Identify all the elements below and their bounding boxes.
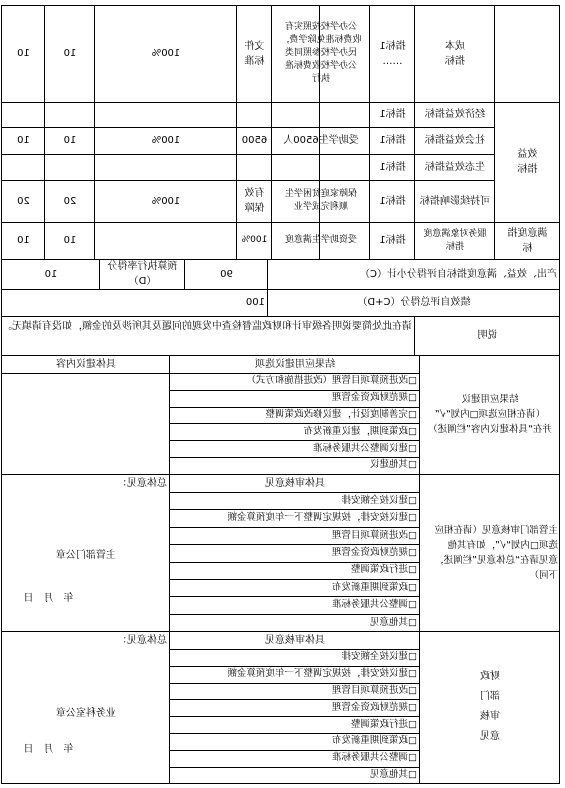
total-label: 绩效自评总得分（C+D） xyxy=(357,297,471,308)
suggest-label: 结果应用建议 （请在相应选项□内划“√” 并在“具体建议内容”栏阐述） xyxy=(428,394,552,435)
dept-option-0[interactable]: □建议按全额安排 xyxy=(341,494,417,506)
finance-overall: 总体意见： xyxy=(117,634,167,646)
cost-value: 100% xyxy=(151,48,181,59)
dept-option-5[interactable]: □政策到期重新发布 xyxy=(332,581,417,593)
social-score: 10 xyxy=(17,135,30,146)
notes-text: 请在此处简要说明各级审计和财政监督检查中发现的问题及其所涉及的金额，如没有请填无。 xyxy=(2,321,412,332)
cost-index: 指标1 …… xyxy=(379,40,406,67)
social-weight: 10 xyxy=(63,135,77,146)
suggest-option-1[interactable]: □规范财政资金管理 xyxy=(332,392,417,404)
satisfy-value-2 xyxy=(95,222,237,259)
finance-option-1[interactable]: □建议按安排，按规定调整下一年度预算金额 xyxy=(227,668,417,680)
sustain-value: 100% xyxy=(151,195,181,207)
satisfy-label: 服务对象满意度 指标 xyxy=(423,228,487,252)
finance-option-0[interactable]: □建议按全额安排 xyxy=(341,651,417,663)
total-value: 100 xyxy=(245,297,265,308)
suggest-option-3[interactable]: □政策到期，建议重新发布 xyxy=(303,425,417,437)
dept-option-4[interactable]: □进行政策调整 xyxy=(351,564,417,576)
satisfy-score: 10 xyxy=(17,235,30,246)
dept-option-6[interactable]: □调整公共服务标准 xyxy=(332,599,417,611)
sustain-score: 20 xyxy=(17,195,30,207)
cost-content: 公办学校按照实有 收费标准免除学费， 民办学校参照同类 公办学校收费标准 执行 xyxy=(280,22,362,84)
budget-value: 10 xyxy=(44,268,58,280)
finance-option-2[interactable]: □改进预算项目管理 xyxy=(332,685,417,696)
satisfy-content: 受资助学生满意度 xyxy=(285,235,358,245)
cost-score: 10 xyxy=(17,48,30,59)
notes-label: 说明 xyxy=(477,330,498,341)
benefit-label: 效益 指标 xyxy=(517,149,538,175)
suggest-header-right: 具体建议内容 xyxy=(56,358,116,370)
subtotal-label: 产出、效益、满意度指标自评得分小计（C） xyxy=(360,268,557,280)
cost-target: 文件 标准 xyxy=(244,40,265,67)
cost-weight: 10 xyxy=(63,48,77,59)
suggest-option-2[interactable]: □完善制度设计，建议修改政策调整 xyxy=(265,409,417,420)
social-index: 指标1 xyxy=(379,135,406,146)
sustain-content: 保障家庭贫困学生 顺利完成学业 xyxy=(285,189,358,212)
dept-header: 具体审核意见 xyxy=(265,477,325,489)
finance-option-3[interactable]: □规范财政资金管理 xyxy=(332,701,417,713)
cost-label: 成本 指标 xyxy=(445,40,465,67)
satisfy-value: 100% xyxy=(241,235,268,245)
finance-option-7[interactable]: □其他意见 xyxy=(370,769,417,780)
social-label: 社会效益指标 xyxy=(425,135,485,146)
eco2-index: 指标1 xyxy=(379,161,406,173)
satisfy-group: 满意度指 标 xyxy=(507,227,548,254)
sustain-index: 指标1 xyxy=(379,195,406,207)
finance-label: 财政 部门 审核 意见 xyxy=(480,671,500,742)
finance-header: 具体审核意见 xyxy=(265,634,325,646)
suggest-option-5[interactable]: □其他建议 xyxy=(370,459,417,471)
dept-option-3[interactable]: □规范财政资金管理 xyxy=(332,546,417,558)
satisfy-index: 指标1 xyxy=(379,235,406,246)
budget-label: 预算执行率得分（D） xyxy=(107,261,178,287)
subtotal-value: 90 xyxy=(220,268,233,280)
finance-option-6[interactable]: □调整公共服务标准 xyxy=(332,752,417,764)
eco-index: 指标1 xyxy=(379,109,406,120)
eco-label: 经济效益指标 xyxy=(425,109,485,120)
social-value: 100% xyxy=(151,135,181,146)
finance-seal: 业务科室公章 xyxy=(56,707,116,719)
sustain-label: 可持续影响指标 xyxy=(420,195,490,207)
social-content: 受助学生6500人 xyxy=(283,135,359,146)
sustain-target: 有效 保障 xyxy=(244,188,265,214)
suggest-header-left: 结果应用建议选项 xyxy=(255,358,335,370)
finance-option-5[interactable]: □政策到期重新发布 xyxy=(332,735,417,747)
eco2-label: 生态效益指标 xyxy=(425,161,485,173)
dept-seal: 主管部门公章 xyxy=(56,549,116,561)
dept-option-7[interactable]: □其他意见 xyxy=(370,616,417,628)
dept-option-1[interactable]: □建议按安排，按规定调整下一年度预算金额 xyxy=(227,512,417,524)
satisfy-weight: 10 xyxy=(63,235,77,246)
dept-overall: 总体意见： xyxy=(117,477,167,489)
finance-option-4[interactable]: □进行政策调整 xyxy=(351,718,417,730)
dept-date: 年 月 日 xyxy=(23,592,74,604)
suggest-option-4[interactable]: □建议调整公共服务标准 xyxy=(313,442,417,454)
dept-label: 主管部门审核意见（请在相应 选项□内划“√”，如有其他 意见请在“总体意见”栏阐述， 下同） xyxy=(434,524,558,581)
dept-option-2[interactable]: □改进预算项目管理 xyxy=(332,529,417,541)
sustain-weight: 20 xyxy=(63,195,77,207)
suggest-option-0[interactable]: □改进预算项目管理（改进措施和方式） xyxy=(246,375,417,387)
social-target: 6500 xyxy=(241,135,268,146)
finance-date: 年 月 日 xyxy=(23,743,74,755)
